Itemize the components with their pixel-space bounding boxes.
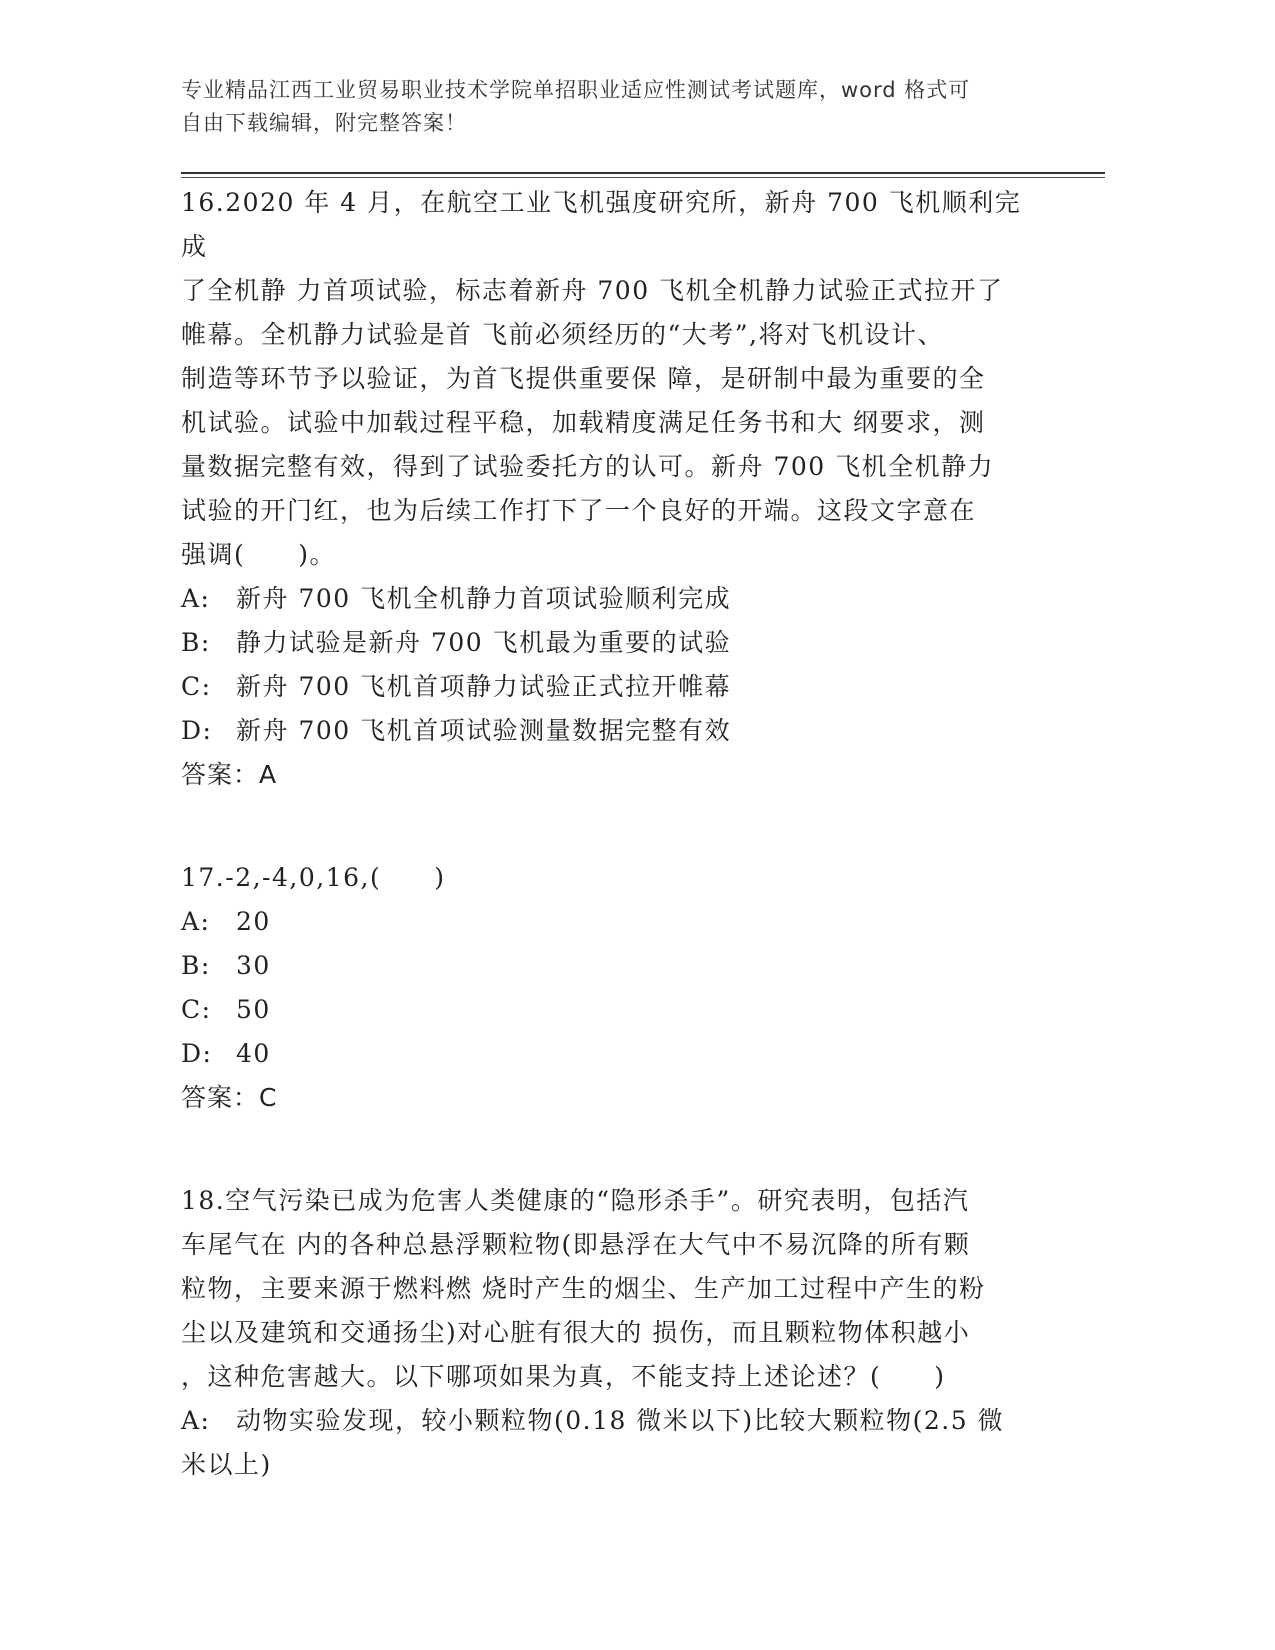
option-d — [181, 709, 1041, 753]
option-d — [181, 1032, 1041, 1076]
answer-line: 答案：A — [181, 760, 278, 789]
stem-line: 机试验。试验中加载过程平稳，加载精度满足任务书和大 纲要求，测 — [181, 408, 986, 437]
option-b — [181, 621, 1041, 665]
stem-line: ，这种危害越大。以下哪项如果为真，不能支持上述论述？( ) — [181, 1362, 946, 1391]
stem-line: 尘以及建筑和交通扬尘)对心脏有很大的 损伤，而且颗粒物体积越小 — [181, 1318, 971, 1347]
question-stem — [181, 181, 1041, 577]
option-b — [181, 944, 1041, 988]
stem-line: 17.-2,-4,0,16,( ) — [181, 863, 446, 892]
option-letter: A: — [181, 907, 211, 936]
question-18 — [181, 1179, 1041, 1487]
stem-line: 帷幕。全机静力试验是首 飞前必须经历的“大考”,将对飞机设计、 — [181, 320, 944, 349]
stem-line: 了全机静 力首项试验，标志着新舟 700 飞机全机静力试验正式拉开了 — [181, 276, 1004, 305]
option-letter: C: — [181, 672, 212, 701]
stem-line: 16.2020 年 4 月，在航空工业飞机强度研究所，新舟 700 飞机顺利完成 — [181, 188, 1022, 261]
question-16 — [181, 181, 1041, 797]
stem-line: 强调( )。 — [181, 540, 337, 569]
option-text: 30 — [236, 951, 271, 980]
option-letter: A: — [181, 1406, 211, 1435]
option-letter: B: — [181, 628, 211, 657]
stem-line: 试验的开门红，也为后续工作打下了一个良好的开端。这段文字意在 — [181, 496, 977, 525]
option-c — [181, 988, 1041, 1032]
option-text: 40 — [236, 1039, 271, 1068]
option-text: 50 — [236, 995, 271, 1024]
stem-line: 制造等环节予以验证，为首飞提供重要保 障，是研制中最为重要的全 — [181, 364, 986, 393]
stem-line: 车尾气在 内的各种总悬浮颗粒物(即悬浮在大气中不易沉降的所有颗 — [181, 1230, 971, 1259]
option-continuation: 米以上) — [181, 1450, 272, 1479]
option-text: 新舟 700 飞机全机静力首项试验顺利完成 — [236, 584, 732, 613]
option-letter: D: — [181, 1039, 213, 1068]
option-letter: C: — [181, 995, 212, 1024]
option-c — [181, 665, 1041, 709]
question-stem — [181, 856, 1041, 900]
option-letter: D: — [181, 716, 213, 745]
option-text: 20 — [236, 907, 271, 936]
stem-line: 量数据完整有效，得到了试验委托方的认可。新舟 700 飞机全机静力 — [181, 452, 995, 481]
stem-line: 粒物，主要来源于燃料燃 烧时产生的烟尘、生产加工过程中产生的粉 — [181, 1274, 986, 1303]
option-text: 动物实验发现，较小颗粒物(0.18 微米以下)比较大颗粒物(2.5 微 — [236, 1406, 1005, 1435]
question-stem — [181, 1179, 1041, 1399]
header-line-2: 自由下载编辑，附完整答案！ — [181, 111, 467, 135]
answer-line: 答案：C — [181, 1083, 278, 1112]
option-a — [181, 577, 1041, 621]
option-text: 新舟 700 飞机首项静力试验正式拉开帷幕 — [236, 672, 732, 701]
question-17 — [181, 856, 1041, 1120]
option-a — [181, 1399, 1041, 1443]
option-letter: A: — [181, 584, 211, 613]
question-list — [181, 181, 1041, 1487]
option-a — [181, 900, 1041, 944]
option-letter: B: — [181, 951, 211, 980]
page-header — [181, 74, 1061, 140]
header-line-1: 专业精品江西工业贸易职业技术学院单招职业适应性测试考试题库，word 格式可 — [181, 78, 971, 102]
option-text: 新舟 700 飞机首项试验测量数据完整有效 — [236, 716, 732, 745]
header-rule-thick — [181, 172, 1105, 174]
stem-line: 18.空气污染已成为危害人类健康的“隐形杀手”。研究表明，包括汽 — [181, 1186, 970, 1215]
header-rule-thin — [181, 177, 1105, 178]
option-text: 静力试验是新舟 700 飞机最为重要的试验 — [236, 628, 732, 657]
